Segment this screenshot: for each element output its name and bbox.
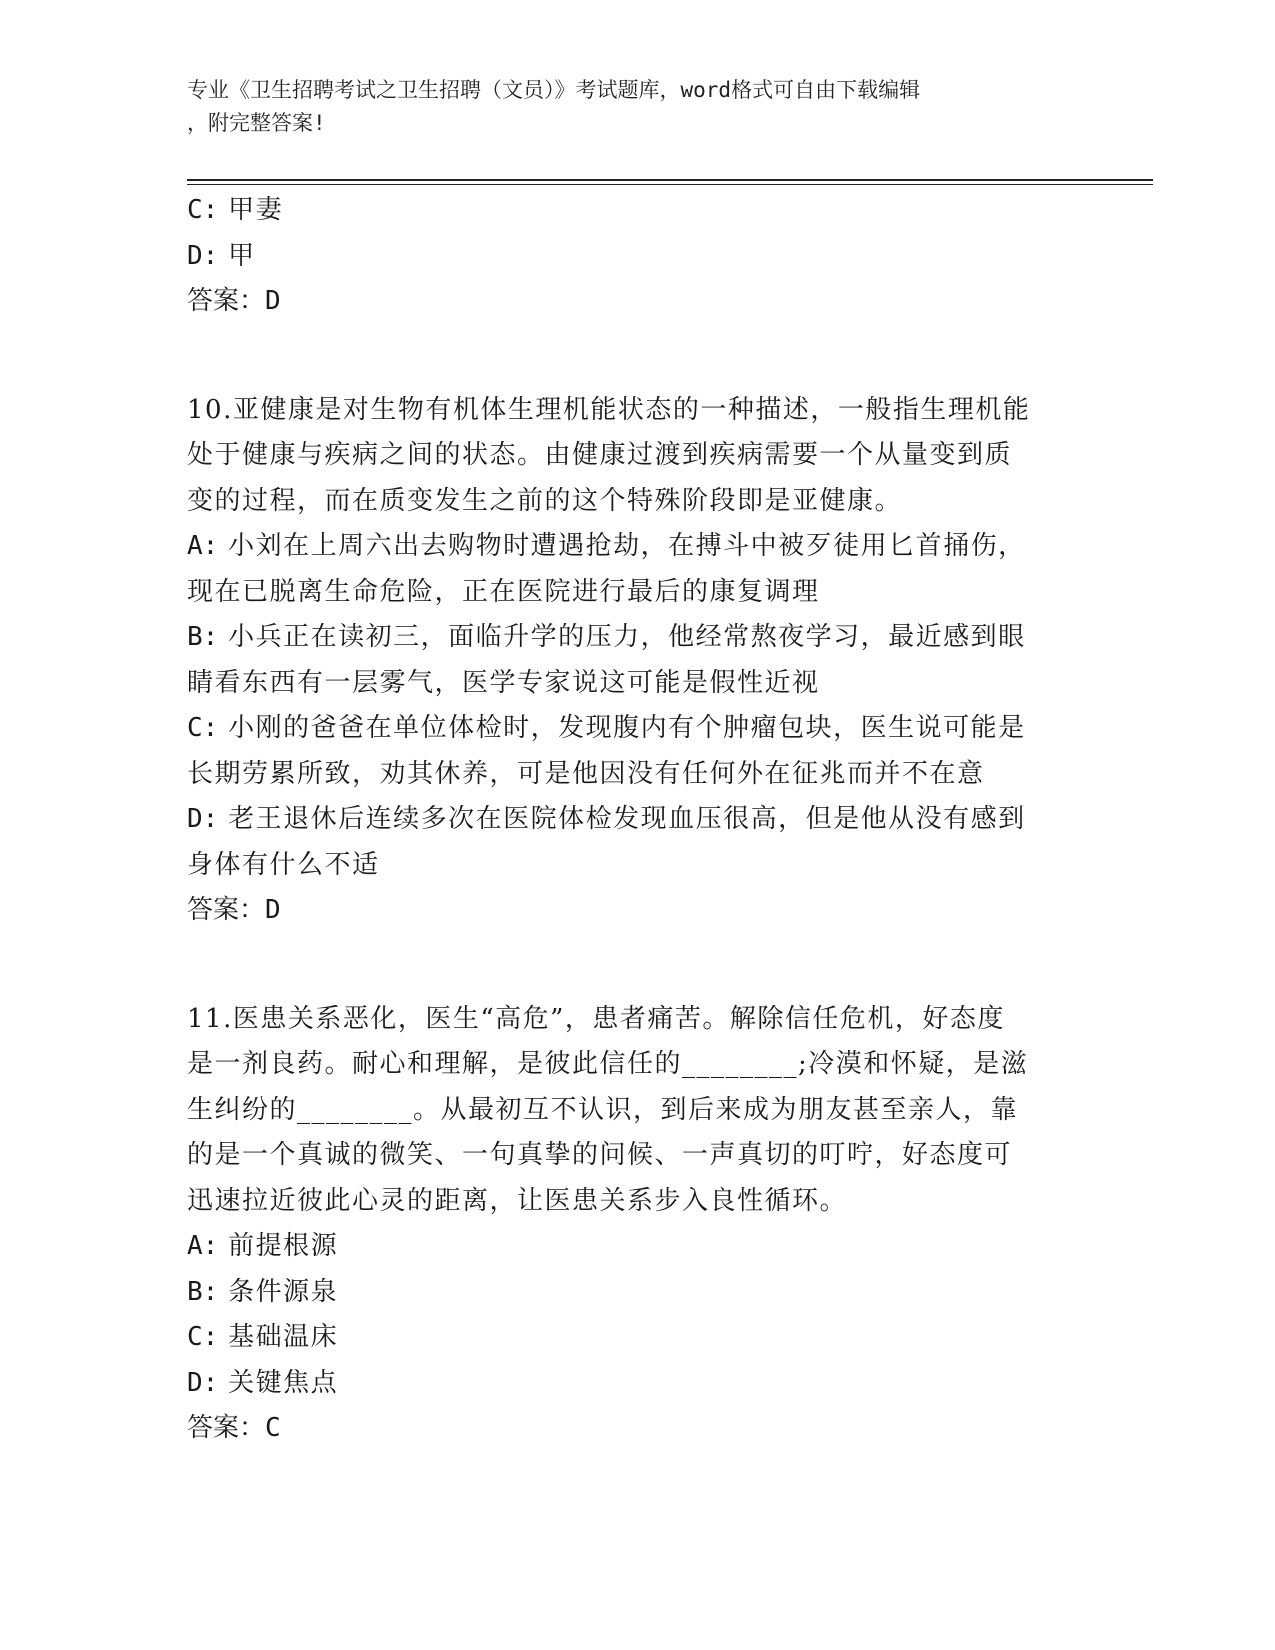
option-c: C: 基础温床	[187, 1322, 339, 1352]
question-content	[187, 188, 1087, 1452]
answer-line: 答案：D	[187, 286, 281, 316]
question-11	[187, 997, 1087, 1452]
option-c: C: 小刚的爸爸在单位体检时，发现腹内有个肿瘤包块，医生说可能是	[187, 713, 1026, 743]
header-line-1: 专业《卫生招聘考试之卫生招聘（文员）》考试题库，word格式可自由下载编辑	[187, 78, 921, 102]
question-stem-line: 变的过程，而在质变发生之前的这个特殊阶段即是亚健康。	[187, 485, 903, 516]
option-d-continued: 身体有什么不适	[187, 849, 380, 880]
question-stem-line: 处于健康与疾病之间的状态。由健康过渡到疾病需要一个从量变到质	[187, 440, 1013, 470]
header-rule-thick	[187, 179, 1153, 181]
answer-line: 答案：D	[187, 895, 281, 925]
option-a: A: 前提根源	[187, 1231, 339, 1261]
question-stem-line: 生纠纷的________。从最初互不认识，到后来成为朋友甚至亲人，靠	[187, 1094, 1019, 1125]
question-stem-line: 迅速拉近彼此心灵的距离，让医患关系步入良性循环。	[187, 1185, 848, 1216]
question-stem-line: 的是一个真诚的微笑、一句真挚的问候、一声真切的叮咛，好态度可	[187, 1140, 1013, 1170]
header-rule-thin	[187, 184, 1153, 185]
header-line-2: ，附完整答案!	[187, 111, 326, 135]
option-d: D: 甲	[187, 240, 256, 271]
option-a: A: 小刘在上周六出去购物时遭遇抢劫，在搏斗中被歹徒用匕首捅伤，	[187, 531, 1026, 561]
option-c-continued: 长期劳累所致，劝其休养，可是他因没有任何外在征兆而并不在意	[187, 758, 985, 789]
question-stem-line: 11.医患关系恶化，医生“高危”，患者痛苦。解除信任危机，好态度	[187, 1003, 1005, 1034]
option-d: D: 老王退休后连续多次在医院体检发现血压很高，但是他从没有感到	[187, 804, 1026, 834]
option-b: B: 条件源泉	[187, 1276, 339, 1307]
option-b-continued: 睛看东西有一层雾气，医学专家说这可能是假性近视	[187, 667, 820, 698]
document-header	[187, 74, 1067, 140]
option-c: C: 甲妻	[187, 195, 284, 225]
question-stem-line: 是一剂良药。耐心和理解，是彼此信任的________;冷漠和怀疑，是滋	[187, 1049, 1029, 1079]
prev-question	[187, 188, 1087, 325]
option-b: B: 小兵正在读初三，面临升学的压力，他经常熬夜学习，最近感到眼	[187, 622, 1026, 652]
option-d: D: 关键焦点	[187, 1367, 339, 1398]
question-stem-line: 10.亚健康是对生物有机体生理机能状态的一种描述，一般指生理机能	[187, 394, 1031, 425]
option-a-continued: 现在已脱离生命危险，正在医院进行最后的康复调理	[187, 576, 820, 607]
question-10	[187, 388, 1087, 934]
answer-line: 答案：C	[187, 1413, 281, 1443]
